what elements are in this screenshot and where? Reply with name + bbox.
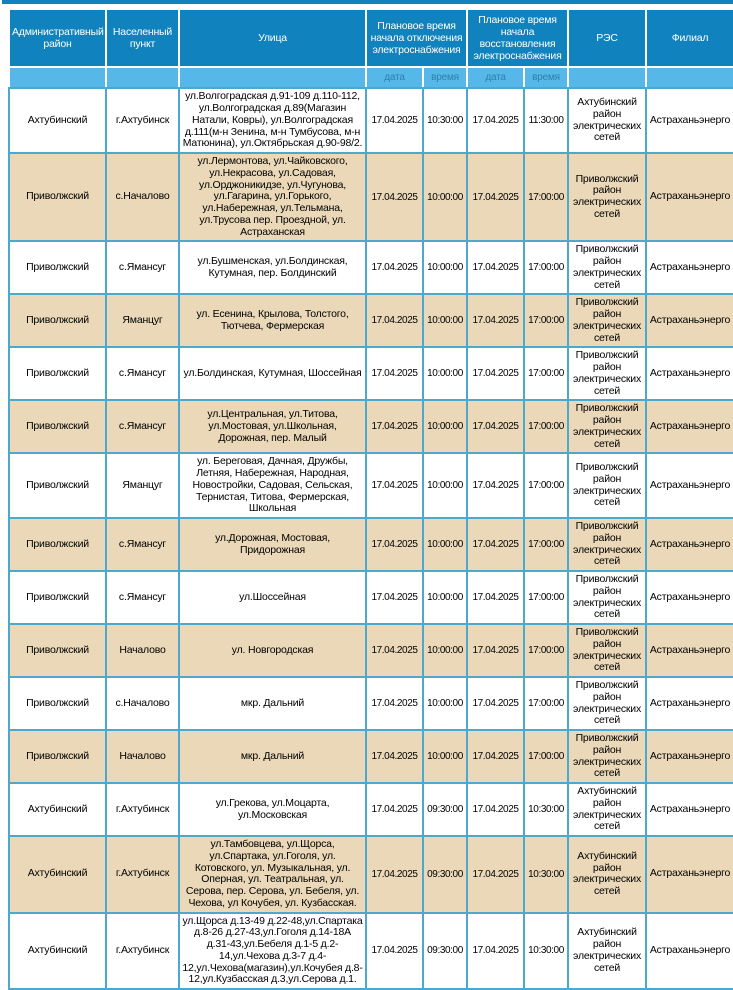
cell-res: Приволжский район электрических сетей	[568, 400, 646, 453]
table-row	[9, 400, 733, 453]
header-res: РЭС	[568, 9, 646, 67]
cell-district: Приволжский	[9, 294, 106, 347]
cell-branch: Астраханьэнерго	[646, 453, 733, 518]
table-row	[9, 913, 733, 990]
cell-on_time: 11:30:00	[524, 88, 568, 153]
table-row	[9, 347, 733, 400]
cell-res: Приволжский район электрических сетей	[568, 677, 646, 730]
cell-settlement: с.Ямансуг	[106, 400, 179, 453]
cell-off_time: 10:00:00	[423, 571, 467, 624]
cell-settlement: с.Ямансуг	[106, 571, 179, 624]
cell-district: Приволжский	[9, 730, 106, 783]
table-row	[9, 518, 733, 571]
header-row-sub	[9, 67, 733, 88]
cell-streets: ул. Новгородская	[179, 624, 366, 677]
header-row-main	[9, 9, 733, 67]
cell-off_time: 10:00:00	[423, 453, 467, 518]
cell-streets: ул.Волгоградская д.91-109 д.110-112, ул.Волгоградская д.89(Магазин Натали, Ковры), ул.Волгоградская д.111(м-н Зенина, м-н Тумбусова, м-н Матюнина), ул.Октябрьская д.90-98/2.	[179, 88, 366, 153]
cell-streets: мкр. Дальний	[179, 677, 366, 730]
cell-settlement: с.Ямансуг	[106, 241, 179, 294]
cell-off_date: 17.04.2025	[366, 400, 423, 453]
cell-off_time: 10:00:00	[423, 677, 467, 730]
header-settlement: Населенный пункт	[106, 9, 179, 67]
cell-off_time: 09:30:00	[423, 783, 467, 836]
cell-res: Приволжский район электрических сетей	[568, 624, 646, 677]
cell-on_time: 10:30:00	[524, 913, 568, 990]
cell-streets: ул.Грекова, ул.Моцарта, ул.Московская	[179, 783, 366, 836]
cell-streets: ул.Тамбовцева, ул.Щорса, ул.Спартака, ул.Гоголя, ул. Котовского, ул. Музыкальная, ул. Оперная, ул. Театральная, ул. Серова, пер. Серова, ул. Бебеля, ул. Чехова, ул Кочубея, ул. Кузбасская.	[179, 836, 366, 913]
subheader-off-time: время	[423, 67, 467, 88]
cell-district: Приволжский	[9, 571, 106, 624]
cell-district: Приволжский	[9, 241, 106, 294]
cell-on_date: 17.04.2025	[467, 730, 524, 783]
cell-off_date: 17.04.2025	[366, 571, 423, 624]
cell-off_date: 17.04.2025	[366, 836, 423, 913]
table-row	[9, 677, 733, 730]
cell-district: Приволжский	[9, 518, 106, 571]
subheader-empty	[646, 67, 733, 88]
cell-on_time: 17:00:00	[524, 518, 568, 571]
cell-on_time: 17:00:00	[524, 400, 568, 453]
cell-streets: ул.Лермонтова, ул.Чайковского, ул.Некрасова, ул.Садовая, ул.Орджоникидзе, ул.Чугунова, ул.Гагарина, ул.Горького, ул.Набережная, ул.Тельмана, ул.Трусова пер. Проездной, ул. Астраханская	[179, 153, 366, 241]
cell-off_date: 17.04.2025	[366, 677, 423, 730]
cell-off_date: 17.04.2025	[366, 241, 423, 294]
cell-streets: ул.Дорожная, Мостовая, Придорожная	[179, 518, 366, 571]
cell-streets: ул.Бушменская, ул.Болдинская, Кутумная, пер. Болдинский	[179, 241, 366, 294]
cell-settlement: с.Началово	[106, 153, 179, 241]
cell-res: Ахтубинский район электрических сетей	[568, 88, 646, 153]
cell-district: Ахтубинский	[9, 88, 106, 153]
cell-district: Ахтубинский	[9, 913, 106, 990]
cell-district: Приволжский	[9, 347, 106, 400]
cell-district: Приволжский	[9, 400, 106, 453]
cell-settlement: с.Ямансуг	[106, 518, 179, 571]
cell-off_date: 17.04.2025	[366, 153, 423, 241]
outage-schedule	[8, 8, 733, 990]
cell-on_date: 17.04.2025	[467, 453, 524, 518]
cell-on_date: 17.04.2025	[467, 571, 524, 624]
cell-branch: Астраханьэнерго	[646, 88, 733, 153]
cell-off_date: 17.04.2025	[366, 783, 423, 836]
cell-settlement: г.Ахтубинск	[106, 913, 179, 990]
table-body	[9, 88, 733, 989]
cell-res: Приволжский район электрических сетей	[568, 294, 646, 347]
cell-branch: Астраханьэнерго	[646, 241, 733, 294]
cell-district: Приволжский	[9, 153, 106, 241]
cell-branch: Астраханьэнерго	[646, 624, 733, 677]
cell-res: Приволжский район электрических сетей	[568, 730, 646, 783]
subheader-empty	[9, 67, 106, 88]
cell-district: Ахтубинский	[9, 783, 106, 836]
cell-on_time: 10:30:00	[524, 836, 568, 913]
cell-off_time: 10:30:00	[423, 88, 467, 153]
cell-off_date: 17.04.2025	[366, 453, 423, 518]
table-row	[9, 153, 733, 241]
cell-off_time: 10:00:00	[423, 730, 467, 783]
cell-branch: Астраханьэнерго	[646, 836, 733, 913]
subheader-empty	[106, 67, 179, 88]
cell-off_time: 10:00:00	[423, 518, 467, 571]
table-row	[9, 241, 733, 294]
table-header	[9, 9, 733, 88]
cell-branch: Астраханьэнерго	[646, 913, 733, 990]
cell-streets: ул. Есенина, Крылова, Толстого, Тютчева, Фермерская	[179, 294, 366, 347]
cell-district: Приволжский	[9, 624, 106, 677]
cell-streets: ул. Береговая, Дачная, Дружбы, Летняя, Набережная, Народная, Новостройки, Садовая, Сельская, Тернистая, Титова, Фермерская, Школьная	[179, 453, 366, 518]
table-row	[9, 624, 733, 677]
cell-off_time: 09:30:00	[423, 836, 467, 913]
cell-branch: Астраханьэнерго	[646, 347, 733, 400]
cell-settlement: с.Ямансуг	[106, 347, 179, 400]
subheader-empty	[179, 67, 366, 88]
cell-branch: Астраханьэнерго	[646, 153, 733, 241]
cell-res: Ахтубинский район электрических сетей	[568, 913, 646, 990]
subheader-empty	[568, 67, 646, 88]
cell-settlement: г.Ахтубинск	[106, 783, 179, 836]
cell-res: Приволжский район электрических сетей	[568, 241, 646, 294]
cell-on_date: 17.04.2025	[467, 518, 524, 571]
table-row	[9, 730, 733, 783]
cell-on_time: 17:00:00	[524, 624, 568, 677]
cell-on_date: 17.04.2025	[467, 400, 524, 453]
header-branch: Филиал	[646, 9, 733, 67]
cell-on_date: 17.04.2025	[467, 677, 524, 730]
cell-streets: ул.Центральная, ул.Титова, ул.Мостовая, ул.Школьная, Дорожная, пер. Малый	[179, 400, 366, 453]
cell-off_date: 17.04.2025	[366, 347, 423, 400]
cell-off_time: 09:30:00	[423, 913, 467, 990]
cell-res: Ахтубинский район электрических сетей	[568, 783, 646, 836]
cell-res: Приволжский район электрических сетей	[568, 571, 646, 624]
cell-off_date: 17.04.2025	[366, 294, 423, 347]
header-street: Улица	[179, 9, 366, 67]
header-restore-group: Плановое время начала восстановления электроснабжения	[467, 9, 568, 67]
cell-branch: Астраханьэнерго	[646, 294, 733, 347]
cell-settlement: Началово	[106, 624, 179, 677]
cell-settlement: Яманцуг	[106, 294, 179, 347]
cell-district: Ахтубинский	[9, 836, 106, 913]
cell-on_date: 17.04.2025	[467, 153, 524, 241]
table-row	[9, 294, 733, 347]
table-row	[9, 453, 733, 518]
cell-on_time: 17:00:00	[524, 347, 568, 400]
cell-settlement: Яманцуг	[106, 453, 179, 518]
cell-streets: ул.Болдинская, Кутумная, Шоссейная	[179, 347, 366, 400]
cell-on_time: 17:00:00	[524, 677, 568, 730]
cell-off_time: 10:00:00	[423, 624, 467, 677]
cell-on_time: 17:00:00	[524, 153, 568, 241]
cell-off_date: 17.04.2025	[366, 913, 423, 990]
cell-branch: Астраханьэнерго	[646, 730, 733, 783]
table-row	[9, 836, 733, 913]
cell-res: Приволжский район электрических сетей	[568, 153, 646, 241]
cell-branch: Астраханьэнерго	[646, 677, 733, 730]
cell-settlement: г.Ахтубинск	[106, 836, 179, 913]
cell-on_date: 17.04.2025	[467, 88, 524, 153]
cell-off_date: 17.04.2025	[366, 730, 423, 783]
cell-on_date: 17.04.2025	[467, 913, 524, 990]
cell-off_date: 17.04.2025	[366, 624, 423, 677]
cell-on_date: 17.04.2025	[467, 783, 524, 836]
cell-district: Приволжский	[9, 453, 106, 518]
cell-on_date: 17.04.2025	[467, 624, 524, 677]
cell-off_time: 10:00:00	[423, 400, 467, 453]
cell-off_date: 17.04.2025	[366, 518, 423, 571]
cell-on_time: 17:00:00	[524, 294, 568, 347]
cell-res: Приволжский район электрических сетей	[568, 518, 646, 571]
cell-on_date: 17.04.2025	[467, 241, 524, 294]
cell-res: Приволжский район электрических сетей	[568, 453, 646, 518]
cell-off_time: 10:00:00	[423, 294, 467, 347]
table-row	[9, 88, 733, 153]
cell-streets: ул.Шоссейная	[179, 571, 366, 624]
cell-settlement: Началово	[106, 730, 179, 783]
cell-res: Приволжский район электрических сетей	[568, 347, 646, 400]
subheader-on-time: время	[524, 67, 568, 88]
subheader-on-date: дата	[467, 67, 524, 88]
cell-res: Ахтубинский район электрических сетей	[568, 836, 646, 913]
cell-streets: ул.Щорса д.13-49 д.22-48,ул.Спартака д.8-26 д.27-43,ул.Гоголя д.14-18А д.31-43,ул.Бебеля д.1-5 д.2-14,ул.Чехова д.3-7 д.4-12,ул.Чехова(магазин),ул.Кочубея д.8-12,ул.Кузбасская д.3,ул.Серова д.1.	[179, 913, 366, 990]
cell-on_date: 17.04.2025	[467, 294, 524, 347]
outage-schedule-table	[8, 8, 733, 990]
cell-off_time: 10:00:00	[423, 347, 467, 400]
cell-off_time: 10:00:00	[423, 241, 467, 294]
cell-branch: Астраханьэнерго	[646, 400, 733, 453]
cell-on_time: 17:00:00	[524, 730, 568, 783]
top-strip	[2, 0, 733, 4]
header-outage-group: Плановое время начала отключения электроснабжения	[366, 9, 467, 67]
cell-branch: Астраханьэнерго	[646, 518, 733, 571]
cell-on_time: 17:00:00	[524, 571, 568, 624]
cell-district: Приволжский	[9, 677, 106, 730]
table-row	[9, 783, 733, 836]
cell-on_time: 17:00:00	[524, 241, 568, 294]
cell-branch: Астраханьэнерго	[646, 571, 733, 624]
cell-off_date: 17.04.2025	[366, 88, 423, 153]
table-row	[9, 571, 733, 624]
cell-on_date: 17.04.2025	[467, 347, 524, 400]
cell-on_time: 17:00:00	[524, 453, 568, 518]
header-admin-district: Административный район	[9, 9, 106, 67]
cell-branch: Астраханьэнерго	[646, 783, 733, 836]
cell-settlement: г.Ахтубинск	[106, 88, 179, 153]
cell-settlement: с.Началово	[106, 677, 179, 730]
cell-on_time: 10:30:00	[524, 783, 568, 836]
subheader-off-date: дата	[366, 67, 423, 88]
cell-on_date: 17.04.2025	[467, 836, 524, 913]
cell-streets: мкр. Дальний	[179, 730, 366, 783]
cell-off_time: 10:00:00	[423, 153, 467, 241]
